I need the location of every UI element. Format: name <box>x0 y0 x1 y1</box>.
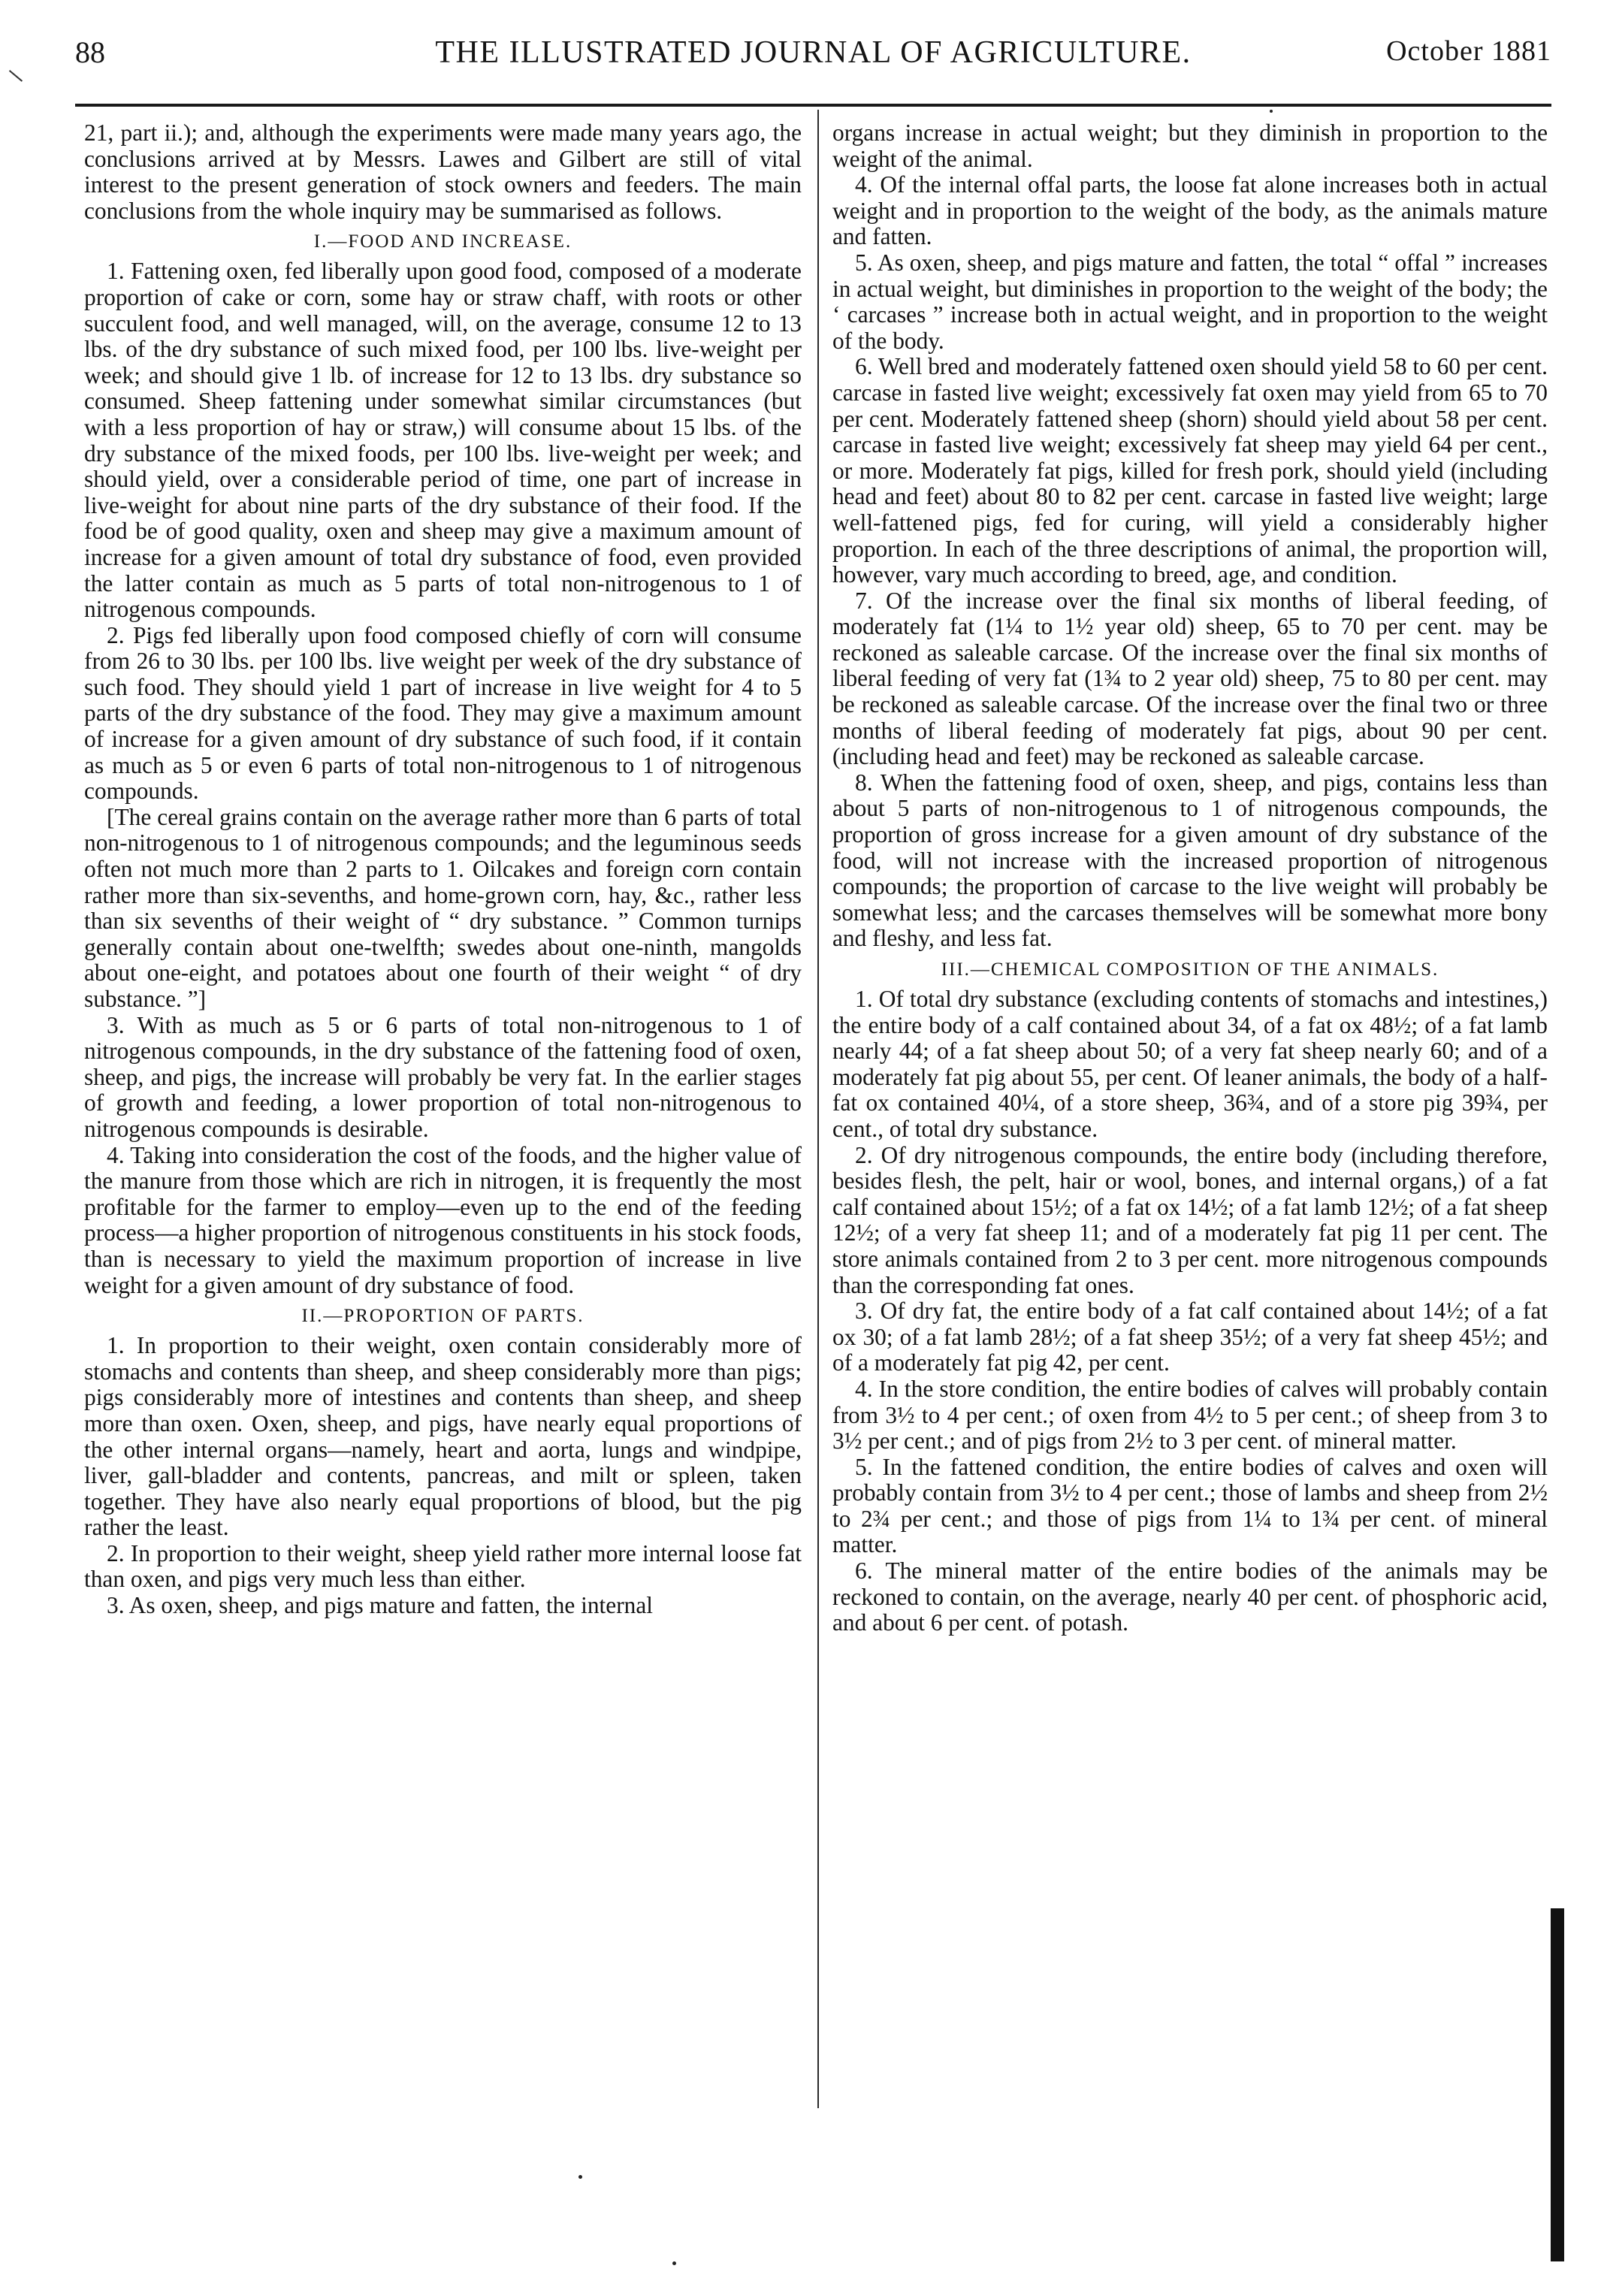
right-column <box>832 120 1548 1636</box>
left-column <box>84 120 802 1619</box>
paragraph: 4. Taking into consideration the cost of the foods, and the higher value of the manure from those which are rich in nitrogen, it is frequently the most profitable for the farmer to employ—even up to the end of the feeding process—a higher proportion of nitrogenous constituents in his stock foods, than is necessary to yield the maximum proportion of increase in live weight for a given amount of dry substance of food. <box>84 1141 802 1298</box>
paragraph: organs increase in actual weight; but they diminish in proportion to the weight of the animal. <box>832 119 1548 172</box>
stray-mark <box>9 70 23 82</box>
paragraph: 1. Of total dry substance (excluding contents of stomachs and intestines,) the entire body of a calf contained about 34, of a fat ox 48½; of a fat lamb nearly 44; of a fat sheep about 50; of a very fat sheep nearly 60; and of a moderately fat pig about 55, per cent. Of leaner animals, the body of a half-fat ox contained 40¼, of a store sheep, 36¾, and of a store pig 39¾, per cent., of total dry substance. <box>832 986 1548 1142</box>
section-heading: I.—FOOD AND INCREASE. <box>313 231 572 252</box>
issue-date: October 1881 <box>1386 35 1551 67</box>
stray-dot <box>1270 110 1273 113</box>
stray-dot <box>578 2175 582 2179</box>
paragraph: 1. Fattening oxen, fed liberally upon good food, composed of a moderate proportion of cake or corn, some hay or straw chaff, with roots or other succulent food, and well managed, will, on the average, consume 12 to 13 lbs. of the dry substance of such mixed food, per 100 lbs. live-weight per week; and should give 1 lb. of increase for 12 to 13 lbs. dry substance so consumed. Sheep fattening under somewhat similar circumstances (but with a less proportion of hay or straw,) will consume about 15 lbs. of the dry substance of the mixed foods, per 100 lbs. live-weight per week; and should yield, over a considerable period of time, one part of increase in live-weight for about nine parts of the dry substance of their food. If the food be of good quality, oxen and sheep may give a maximum amount of increase for a given amount of total dry substance of food, even provided the latter contain as much as 5 parts of total non-nitrogenous to 1 of nitrogenous compounds. <box>84 258 802 623</box>
paragraph: 6. Well bred and moderately fattened oxen should yield 58 to 60 per cent. carcase in fasted live weight; excessively fat oxen may yield from 65 to 70 per cent. Moderately fattened sheep (shorn) should yield about 58 per cent. carcase in fasted live weight; excessively fat sheep may yield 64 per cent., or more. Moderately fat pigs, killed for fresh pork, should yield (including head and feet) about 80 to 82 per cent. carcase in fasted live weight; large well-fattened pigs, fed for curing, will yield a considerably higher proportion. In each of the three descriptions of animal, the proportion will, however, vary much according to breed, age, and condition. <box>832 353 1548 588</box>
paragraph: 3. Of dry fat, the entire body of a fat calf contained about 14½; of a fat ox 30; of a fat lamb 28½; of a fat sheep 35½; of a very fat sheep 45½; and of a moderately fat pig 42, per cent. <box>832 1298 1548 1376</box>
bracketed-note: [The cereal grains contain on the average rather more than 6 parts of total non-nitrogenous to 1 of nitrogenous compounds; and the leguminous seeds often not much more than 2 parts to 1. Oilcakes and foreign corn contain rather more than six-sevenths, and home-grown corn, hay, &c., rather less than six sevenths of their weight of “ dry substance. ” Common turnips generally contain about one-twelfth; swedes about one-ninth, mangolds about one-eight, and potatoes about one fourth of their weight “ of dry substance. ”] <box>84 803 802 1012</box>
column-divider <box>817 110 819 2108</box>
page-number: 88 <box>75 35 105 69</box>
paragraph: 3. With as much as 5 or 6 parts of total non-nitrogenous to 1 of nitrogenous compounds, in the dry substance of the fattening food of oxen, sheep, and pigs, the increase will probably be very fat. In the earlier stages of growth and feeding, a lower proportion of total non-nitrogenous to nitrogenous compounds is desirable. <box>84 1011 802 1142</box>
header-rule <box>75 104 1551 107</box>
paragraph: 5. In the fattened condition, the entire bodies of calves and oxen will probably contain from 3½ to 4 per cent.; those of lambs and sheep from 2½ to 2¾ per cent.; and those of pigs from 1¼ to 1¾ per cent. of mineral matter. <box>832 1453 1548 1558</box>
scan-edge-shadow <box>1551 1908 1564 2261</box>
page-header <box>75 30 1551 83</box>
stray-dot <box>672 2261 676 2265</box>
paragraph: 21, part ii.); and, although the experiments were made many years ago, the conclusions arrived at by Messrs. Lawes and Gilbert are still of vital interest to the present generation of stock owners and feeders. The main conclusions from the whole inquiry may be summarised as follows. <box>84 119 802 224</box>
paragraph: 8. When the fattening food of oxen, sheep, and pigs, contains less than about 5 parts of non-nitrogenous to 1 of nitrogenous compounds, the proportion of gross increase for a given amount of dry substance of the food, will not increase with the increased proportion of nitrogenous compounds; the proportion of carcase to the live weight will probably be somewhat less; and the carcases themselves will be somewhat more bony and fleshy, and less fat. <box>832 769 1548 952</box>
paragraph: 4. Of the internal offal parts, the loose fat alone increases both in actual weight and in proportion to the weight of the body, as the animals mature and fatten. <box>832 171 1548 250</box>
paragraph: 1. In proportion to their weight, oxen contain considerably more of stomachs and contents than sheep, and sheep considerably more than pigs; pigs considerably more of intestines and contents than sheep, and sheep more than oxen. Oxen, sheep, and pigs, have nearly equal proportions of the other internal organs—namely, heart and aorta, lungs and windpipe, liver, gall-bladder and contents, pancreas, and milt or spleen, taken together. They have also nearly equal proportions of blood, but the pig rather the least. <box>84 1332 802 1541</box>
journal-title: THE ILLUSTRATED JOURNAL OF AGRICULTURE. <box>435 35 1192 70</box>
paragraph: 2. Pigs fed liberally upon food composed chiefly of corn will consume from 26 to 30 lbs. per 100 lbs. live weight per week of the dry substance of such food. They should yield 1 part of increase in live weight for 4 to 5 parts of the dry substance of the food. They may give a maximum amount of increase for a given amount of dry substance of such food, if it contain as much as 5 or even 6 parts of total non-nitrogenous to 1 of nitrogenous compounds. <box>84 621 802 805</box>
section-heading: II.—PROPORTION OF PARTS. <box>301 1306 585 1327</box>
paragraph: 2. In proportion to their weight, sheep yield rather more internal loose fat than oxen, and pigs very much less than either. <box>84 1539 802 1593</box>
paragraph: 2. Of dry nitrogenous compounds, the entire body (including therefore, besides flesh, the pelt, hair or wool, bones, and internal organs,) of a fat calf contained about 15½; of a fat ox 14½; of a fat lamb 12½; of a fat sheep 12½; of a very fat sheep 11; and of a moderately fat pig 11 per cent. The store animals contained from 2 to 3 per cent. more nitrogenous compounds than the corresponding fat ones. <box>832 1141 1548 1298</box>
paragraph: 4. In the store condition, the entire bodies of calves will probably contain from 3½ to 4 per cent.; of oxen from 4½ to 5 per cent.; of sheep from 3 to 3½ per cent.; and of pigs from 2½ to 3 per cent. of mineral matter. <box>832 1375 1548 1455</box>
section-heading: III.—CHEMICAL COMPOSITION OF THE ANIMALS. <box>941 959 1439 980</box>
paragraph: 7. Of the increase over the final six months of liberal feeding, of moderately fat (1¼ to 1½ year old) sheep, 65 to 70 per cent. may be reckoned as saleable carcase. Of the increase over the final six months of liberal feeding of very fat (1¾ to 2 year old) sheep, 75 to 80 per cent. may be reckoned as saleable carcase. Of the increase over the final two or three months of liberal feeding of moderately fat pigs, about 90 per cent. (including head and feet) may be reckoned as saleable carcase. <box>832 587 1548 770</box>
paragraph: 6. The mineral matter of the entire bodies of the animals may be reckoned to contain, on the average, nearly 40 per cent. of phosphoric acid, and about 6 per cent. of potash. <box>832 1557 1548 1636</box>
paragraph: 5. As oxen, sheep, and pigs mature and fatten, the total “ offal ” increases in actual weight, but diminishes in proportion to the weight of the body; the ‘ carcases ” increase both in actual weight, and in proportion to the weight of the body. <box>832 249 1548 354</box>
paragraph: 3. As oxen, sheep, and pigs mature and fatten, the internal <box>107 1592 654 1619</box>
